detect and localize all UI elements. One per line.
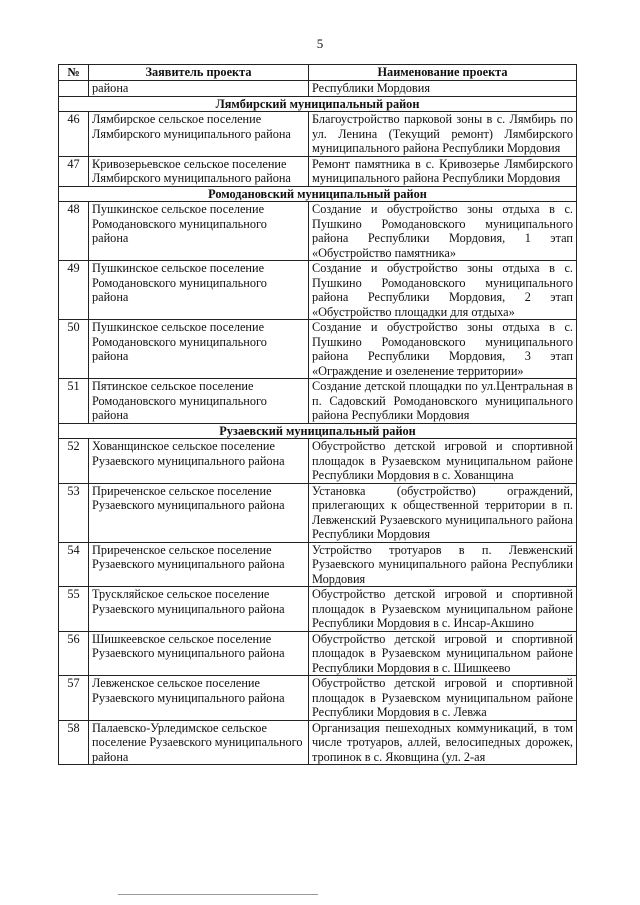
row-project: Устройство тротуаров в п. Левженский Рузаевского муниципального района Республики Мордовия [309, 542, 577, 587]
row-number: 54 [59, 542, 89, 587]
row-applicant: Трускляйское сельское поселение Рузаевского муниципального района [89, 587, 309, 632]
row-applicant: Приреченское сельское поселение Рузаевского муниципального района [89, 483, 309, 542]
row-number: 52 [59, 439, 89, 484]
row-project: Обустройство детской игровой и спортивной площадок в Рузаевском муниципальном районе Республики Мордовия в с. Инсар-Акшино [309, 587, 577, 632]
section-title: Рузаевский муниципальный район [59, 423, 577, 439]
table-row [59, 261, 577, 320]
table-header-row [59, 65, 577, 81]
row-applicant: Лямбирское сельское поселение Лямбирского муниципального района [89, 112, 309, 157]
table-row [59, 156, 577, 186]
row-project: Благоустройство парковой зоны в с. Лямбирь по ул. Ленина (Текущий ремонт) Лямбирского муниципального района Республики Мордовия [309, 112, 577, 157]
table-row [59, 379, 577, 424]
row-number: 55 [59, 587, 89, 632]
header-num: № [59, 65, 89, 81]
section-row [59, 96, 577, 112]
continuation-row [59, 81, 577, 97]
row-project: Создание детской площадки по ул.Центральная в п. Садовский Ромодановского муниципального района Республики Мордовия [309, 379, 577, 424]
continuation-project: Республики Мордовия [309, 81, 577, 97]
table-row [59, 202, 577, 261]
row-applicant: Пятинское сельское поселение Ромодановского муниципального района [89, 379, 309, 424]
row-number: 48 [59, 202, 89, 261]
table-row [59, 676, 577, 721]
row-project: Установка (обустройство) ограждений, прилегающих к общественной территории в п. Левженский Рузаевского муниципального района Республики Мордовия [309, 483, 577, 542]
header-applicant: Заявитель проекта [89, 65, 309, 81]
row-number: 50 [59, 320, 89, 379]
section-row [59, 423, 577, 439]
row-number: 56 [59, 631, 89, 676]
row-project: Создание и обустройство зоны отдыха в с. Пушкино Ромодановского муниципального района Республики Мордовия, 3 этап «Ограждение и озеленение территории» [309, 320, 577, 379]
row-project: Обустройство детской игровой и спортивной площадок в Рузаевском муниципальном районе Республики Мордовия в с. Шишкеево [309, 631, 577, 676]
row-number: 51 [59, 379, 89, 424]
table-row [59, 320, 577, 379]
row-project: Обустройство детской игровой и спортивной площадок в Рузаевском муниципальном районе Республики Мордовия в с. Левжа [309, 676, 577, 721]
header-project: Наименование проекта [309, 65, 577, 81]
row-project: Создание и обустройство зоны отдыха в с. Пушкино Ромодановского муниципального района Республики Мордовия, 1 этап «Обустройство памятника» [309, 202, 577, 261]
projects-table [58, 64, 577, 765]
section-title: Ромодановский муниципальный район [59, 186, 577, 202]
row-applicant: Хованщинское сельское поселение Рузаевского муниципального района [89, 439, 309, 484]
row-number: 57 [59, 676, 89, 721]
row-project: Обустройство детской игровой и спортивной площадок в Рузаевском муниципальном районе Республики Мордовия в с. Хованщина [309, 439, 577, 484]
row-number: 49 [59, 261, 89, 320]
row-applicant: Пушкинское сельское поселение Ромодановского муниципального района [89, 261, 309, 320]
continuation-applicant: района [89, 81, 309, 97]
row-number: 46 [59, 112, 89, 157]
section-title: Лямбирский муниципальный район [59, 96, 577, 112]
section-row [59, 186, 577, 202]
row-project: Организация пешеходных коммуникаций, в том числе тротуаров, аллей, велосипедных дорожек, тропинок в с. Яковщина (ул. 2-ая [309, 720, 577, 765]
row-applicant: Пушкинское сельское поселение Ромодановского муниципального района [89, 320, 309, 379]
table-row [59, 542, 577, 587]
row-number: 47 [59, 156, 89, 186]
row-applicant: Кривозерьевское сельское поселение Лямбирского муниципального района [89, 156, 309, 186]
row-applicant: Приреченское сельское поселение Рузаевского муниципального района [89, 542, 309, 587]
row-applicant: Левженское сельское поселение Рузаевского муниципального района [89, 676, 309, 721]
table-row [59, 587, 577, 632]
table-row [59, 439, 577, 484]
table-row [59, 483, 577, 542]
row-number: 58 [59, 720, 89, 765]
row-project: Ремонт памятника в с. Кривозерье Лямбирского муниципального района Республики Мордовия [309, 156, 577, 186]
row-applicant: Шишкеевское сельское поселение Рузаевского муниципального района [89, 631, 309, 676]
row-project: Создание и обустройство зоны отдыха в с. Пушкино Ромодановского муниципального района Республики Мордовия, 2 этап «Обустройство площадки для отдыха» [309, 261, 577, 320]
table-row [59, 720, 577, 765]
table-row [59, 112, 577, 157]
page-number: 5 [316, 36, 324, 51]
row-number: 53 [59, 483, 89, 542]
bottom-rule [118, 894, 318, 895]
table-row [59, 631, 577, 676]
continuation-num [59, 81, 89, 97]
row-applicant: Палаевско-Урледимское сельское поселение Рузаевского муниципального района [89, 720, 309, 765]
row-applicant: Пушкинское сельское поселение Ромодановского муниципального района [89, 202, 309, 261]
